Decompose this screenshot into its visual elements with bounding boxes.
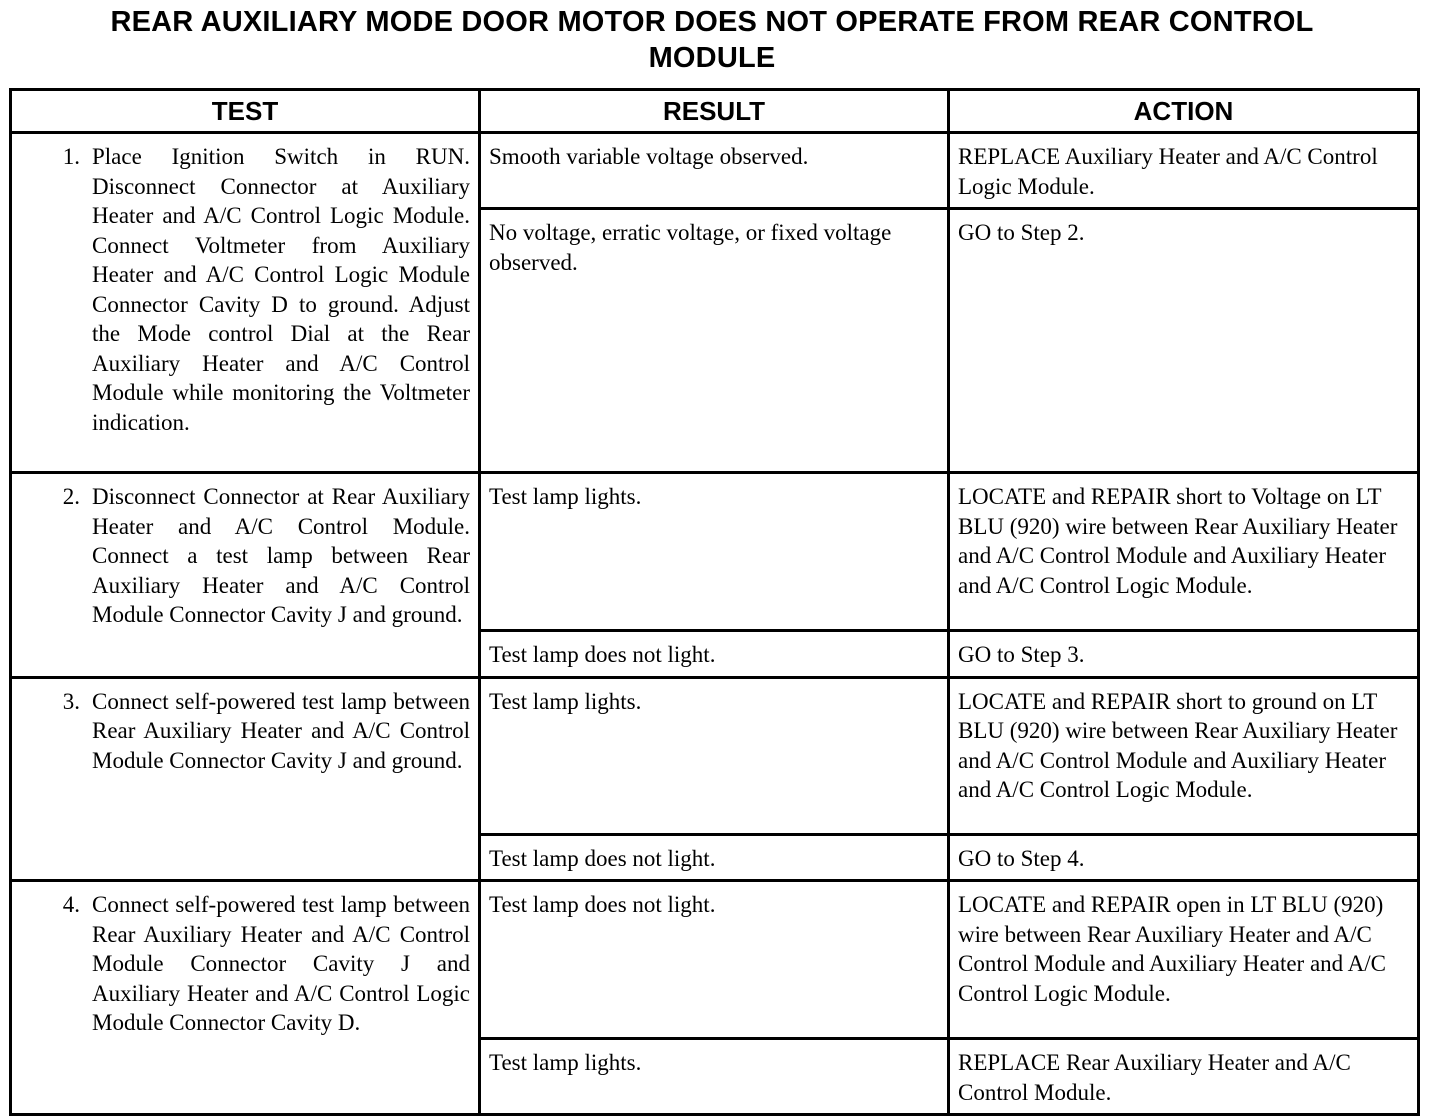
result-cell: Test lamp does not light.: [480, 881, 949, 1039]
page-title-line-2: MODULE: [648, 42, 776, 74]
table-row: [11, 473, 1419, 631]
diagnostic-table: [9, 88, 1420, 1116]
step-instructions: Connect self-powered test lamp between Rear Auxiliary Heater and A/C Control Module Connector Cavity J and ground.: [92, 688, 470, 773]
step-instructions: Place Ignition Switch in RUN. Disconnect Connector at Auxiliary Heater and A/C Control Logic Module. Connect Voltmeter from Auxiliary Heater and A/C Control Logic Module Connector Cavity D to ground. Adjust the Mode control Dial at the Rear Auxiliary Heater and A/C Control Module while monitoring the Voltmeter indication.: [92, 144, 470, 435]
step-number: 1.: [62, 144, 80, 169]
test-cell-step-1: [11, 133, 480, 473]
action-cell: GO to Step 4.: [949, 834, 1419, 881]
result-cell: Test lamp lights.: [480, 473, 949, 631]
header-row: [11, 90, 1419, 133]
action-cell: REPLACE Rear Auxiliary Heater and A/C Control Module.: [949, 1039, 1419, 1115]
header-action: ACTION: [949, 90, 1419, 133]
test-cell-step-4: [11, 881, 480, 1115]
step-number: 2.: [62, 484, 80, 509]
test-cell-step-2: [11, 473, 480, 678]
action-cell: LOCATE and REPAIR short to Voltage on LT BLU (920) wire between Rear Auxiliary Heater and A/C Control Module and Auxiliary Heater and A/C Control Logic Module.: [949, 473, 1419, 631]
step-number: 3.: [62, 688, 80, 714]
table-row: [11, 881, 1419, 1039]
step-instructions: Connect self-powered test lamp between Rear Auxiliary Heater and A/C Control Module Connector Cavity J and Auxiliary Heater and A/C Control Logic Module Connector Cavity D.: [92, 892, 470, 1035]
result-cell: Test lamp does not light.: [480, 834, 949, 881]
action-cell: LOCATE and REPAIR short to ground on LT BLU (920) wire between Rear Auxiliary Heater and A/C Control Module and Auxiliary Heater and A/C Control Logic Module.: [949, 677, 1419, 834]
action-cell: LOCATE and REPAIR open in LT BLU (920) wire between Rear Auxiliary Heater and A/C Control Module and Auxiliary Heater and A/C Control Logic Module.: [949, 881, 1419, 1039]
result-cell: No voltage, erratic voltage, or fixed voltage observed.: [480, 209, 949, 473]
page-title-line-1: REAR AUXILIARY MODE DOOR MOTOR DOES NOT OPERATE FROM REAR CONTROL: [110, 6, 1314, 38]
page-title: [0, 4, 1424, 76]
header-test: TEST: [11, 90, 480, 133]
step-number: 4.: [62, 892, 80, 917]
table-row: [11, 133, 1419, 209]
result-cell: Test lamp lights.: [480, 1039, 949, 1115]
result-cell: Test lamp lights.: [480, 677, 949, 834]
action-cell: GO to Step 2.: [949, 209, 1419, 473]
table-row: [11, 677, 1419, 834]
result-cell: Smooth variable voltage observed.: [480, 133, 949, 209]
result-cell: Test lamp does not light.: [480, 631, 949, 678]
action-cell: REPLACE Auxiliary Heater and A/C Control Logic Module.: [949, 133, 1419, 209]
action-cell: GO to Step 3.: [949, 631, 1419, 678]
test-cell-step-3: [11, 677, 480, 881]
header-result: RESULT: [480, 90, 949, 133]
step-instructions: Disconnect Connector at Rear Auxiliary Heater and A/C Control Module. Connect a test lamp between Rear Auxiliary Heater and A/C Control Module Connector Cavity J and ground.: [92, 484, 470, 627]
